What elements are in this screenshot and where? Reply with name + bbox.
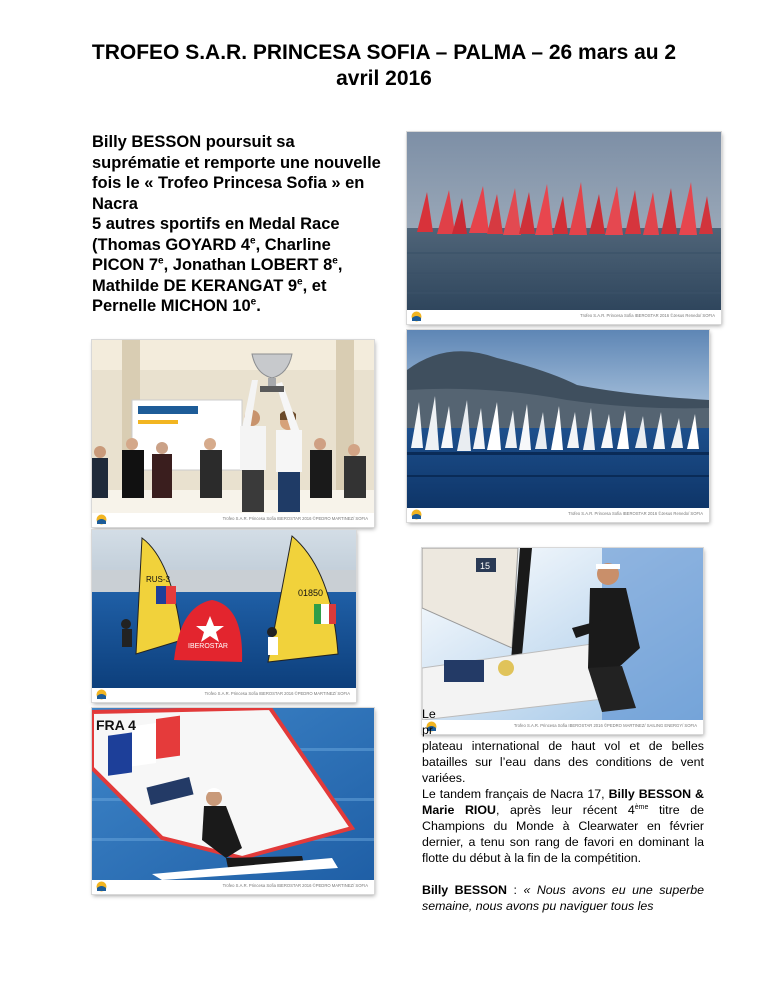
quote-text: « Nous avons eu une superbe semaine, nous avons pu naviguer tous les [422,883,705,913]
trofeo-logo-icon [411,311,422,322]
ordinal-suffix: e [250,235,256,246]
trofeo-logo-icon [96,881,107,892]
body-paragraph-2 [422,786,704,866]
photo-credit-bar [92,880,374,894]
windsurf-mark-scene [92,530,356,688]
quote-sep: : [507,883,524,897]
sail-number-01850: 01850 [298,588,324,598]
photo-credit: Trofeo S.A.R. Princesa Sofia IBEROSTAR 2016 ©Jesus Renedo/ SOFIA [568,511,703,516]
intro-jonathan: , Jonathan LOBERT 8 [163,256,333,274]
ordinal-suffix: e [297,276,303,287]
photo-credit-bar [92,688,356,702]
photo-fra-windsurfer [92,708,374,894]
nacra-sail-number: 15 [480,561,491,571]
fra-windsurf-scene [92,708,374,880]
ordinal-suffix: e [332,255,338,267]
intro-pernelle: , et Pernelle MICHON 10 [92,276,327,315]
intro-lead: Billy BESSON poursuit sa suprématie et remporte une nouvelle fois le « Trofeo Princesa Sofia » en Nacra [92,133,381,213]
p2-mid: , après leur récent 4 [495,803,635,817]
sail-number-rus: RUS-3 [146,575,171,584]
trofeo-logo-icon [411,509,422,520]
p2-rest: titre de Champions du Monde à Clearwater en février dernier, a tenu son rang de favori en dominant la flotte du début à la fin de la compétition. [422,803,704,865]
page-title: TROFEO S.A.R. PRINCESA SOFIA – PALMA – 26 mars au 2 avril 2016 [91,41,677,90]
intro-mathilde: , Mathilde DE KERANGAT 9 [92,256,343,295]
body-fragment-pr: pr [422,723,434,737]
photo-credit: Trofeo S.A.R. Princesa Sofia IBEROSTAR 2016 ©PEDRO MARTINEZ/ SAILING ENERGY/ SOFIA [513,723,697,728]
photo-credit: Trofeo S.A.R. Princesa Sofia IBEROSTAR 2016 ©PEDRO MARTINEZ/ SOFIA [222,516,368,521]
buoy-label: IBEROSTAR [188,643,228,650]
intro-medal-line: 5 autres sportifs en Medal Race (Thomas GOYARD 4 [92,215,340,254]
ordinal-suffix: e [250,296,257,308]
p2-pre: Le tandem français de Nacra 17, [422,787,609,801]
p2-sup: ème [634,803,649,811]
quote-name: Billy BESSON [422,883,507,897]
nacra-scene [422,548,703,720]
body-paragraph-1: plateau international de haut vol et de belles batailles sur l’eau dans des conditions de vent variées. [422,739,704,785]
trophy-scene [92,340,374,513]
photo-credit: Trofeo S.A.R. Princesa Sofia IBEROSTAR 2016 ©PEDRO MARTINEZ/ SOFIA [204,691,350,696]
laser-fleet-scene [407,330,709,508]
intro-paragraph [92,132,382,317]
trofeo-logo-icon [96,514,107,525]
article-body [422,706,704,914]
ordinal-suffix: e [158,255,164,267]
photo-credit-bar [92,513,374,527]
sail-number-fra: FRA 4 [96,717,136,733]
photo-credit-bar [407,508,709,522]
intro-end: . [256,297,261,315]
p2-names: Billy BESSON & Marie RIOU [422,787,705,817]
rsx-fleet-scene [407,132,721,310]
photo-windsurf-mark [92,530,356,702]
photo-trophy-ceremony [92,340,374,527]
trofeo-logo-icon [96,689,107,700]
photo-credit-bar [407,310,721,324]
quote-paragraph [422,882,704,914]
intro-charline: , Charline PICON 7 [92,235,331,274]
photo-laser-fleet [407,330,709,522]
photo-credit: Trofeo S.A.R. Princesa Sofia IBEROSTAR 2016 ©PEDRO MARTINEZ/ SOFIA [222,883,368,888]
photo-credit: Trofeo S.A.R. Princesa Sofia IBEROSTAR 2016 ©Jesus Renedo/ SOFIA [580,313,715,318]
photo-rsx-fleet [407,132,721,324]
body-fragment-le: Le [422,707,436,721]
